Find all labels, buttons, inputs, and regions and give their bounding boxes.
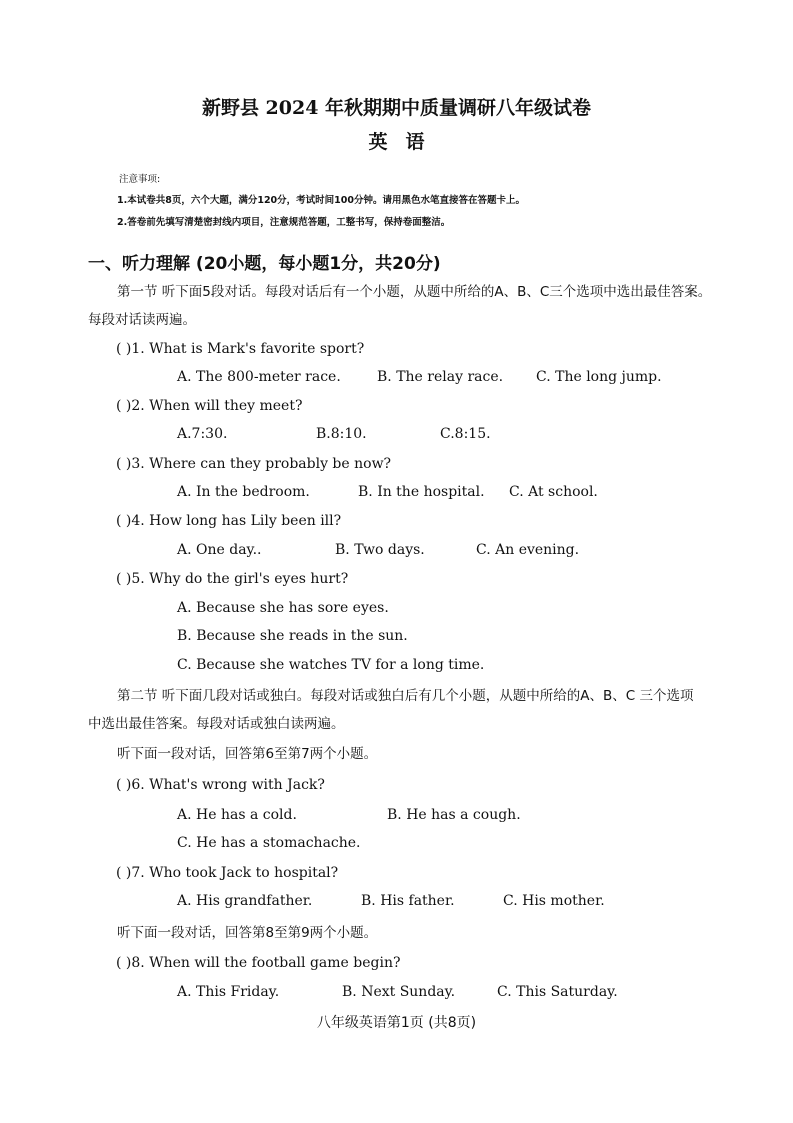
part1-instruction-line1: 第一节 听下面5段对话。每段对话后有一个小题，从题中所给的A、B、C三个选项中选出最佳答案。 [117, 284, 712, 300]
q7-option-b: B. His father. [361, 893, 455, 909]
q5-option-a: A. Because she has sore eyes. [177, 600, 389, 616]
question-2: ( )2. When will they meet? [116, 398, 303, 414]
sub-instruction-q8-9: 听下面一段对话，回答第8至第9两个小题。 [117, 925, 378, 941]
q1-option-a: A. The 800-meter race. [177, 369, 341, 385]
part2-instruction-line1: 第二节 听下面几段对话或独白。每段对话或独白后有几个小题，从题中所给的A、B、C 三个选项 [117, 688, 694, 704]
q6-option-b: B. He has a cough. [387, 807, 521, 823]
q7-option-a: A. His grandfather. [177, 893, 313, 909]
question-3: ( )3. Where can they probably be now? [116, 456, 392, 472]
subject-title: 英语 [368, 131, 443, 153]
notes-heading: 注意事项: [119, 174, 161, 185]
part1-instruction-line2: 每段对话读两遍。 [88, 312, 196, 328]
section-heading-listening: 一、听力理解 (20小题，每小题1分，共20分) [88, 254, 441, 274]
q3-option-c: C. At school. [509, 484, 598, 500]
notes-item-1: 1.本试卷共8页，六个大题，满分120分，考试时间100分钟。请用黑色水笔直接答在答题卡上。 [117, 195, 525, 206]
question-4: ( )4. How long has Lily been ill? [116, 513, 342, 529]
q2-option-b: B.8:10. [316, 426, 367, 442]
q2-option-c: C.8:15. [440, 426, 491, 442]
question-5: ( )5. Why do the girl's eyes hurt? [116, 571, 349, 587]
q5-option-b: B. Because she reads in the sun. [177, 628, 408, 644]
q2-option-a: A.7:30. [177, 426, 228, 442]
q1-option-b: B. The relay race. [377, 369, 504, 385]
q4-option-a: A. One day.. [177, 542, 262, 558]
question-7: ( )7. Who took Jack to hospital? [116, 865, 339, 881]
question-6: ( )6. What's wrong with Jack? [116, 777, 325, 793]
page-footer: 八年级英语第1页 (共8页) [316, 1015, 477, 1031]
q8-option-c: C. This Saturday. [497, 984, 618, 1000]
question-1: ( )1. What is Mark's favorite sport? [116, 341, 365, 357]
q6-option-a: A. He has a cold. [177, 807, 297, 823]
q7-option-c: C. His mother. [503, 893, 605, 909]
q4-option-b: B. Two days. [335, 542, 425, 558]
q8-option-a: A. This Friday. [177, 984, 280, 1000]
exam-title: 新野县 2024 年秋期期中质量调研八年级试卷 [201, 97, 592, 119]
question-8: ( )8. When will the football game begin? [116, 955, 401, 971]
notes-item-2: 2.答卷前先填写清楚密封线内项目，注意规范答题，工整书写，保持卷面整洁。 [117, 217, 451, 228]
part2-instruction-line2: 中选出最佳答案。每段对话或独白读两遍。 [88, 716, 345, 732]
q4-option-c: C. An evening. [476, 542, 580, 558]
q3-option-a: A. In the bedroom. [177, 484, 310, 500]
q8-option-b: B. Next Sunday. [342, 984, 456, 1000]
q1-option-c: C. The long jump. [536, 369, 662, 385]
q5-option-c: C. Because she watches TV for a long time. [177, 657, 485, 673]
q3-option-b: B. In the hospital. [358, 484, 485, 500]
sub-instruction-q6-7: 听下面一段对话，回答第6至第7两个小题。 [117, 746, 378, 762]
q6-option-c: C. He has a stomachache. [177, 835, 361, 851]
